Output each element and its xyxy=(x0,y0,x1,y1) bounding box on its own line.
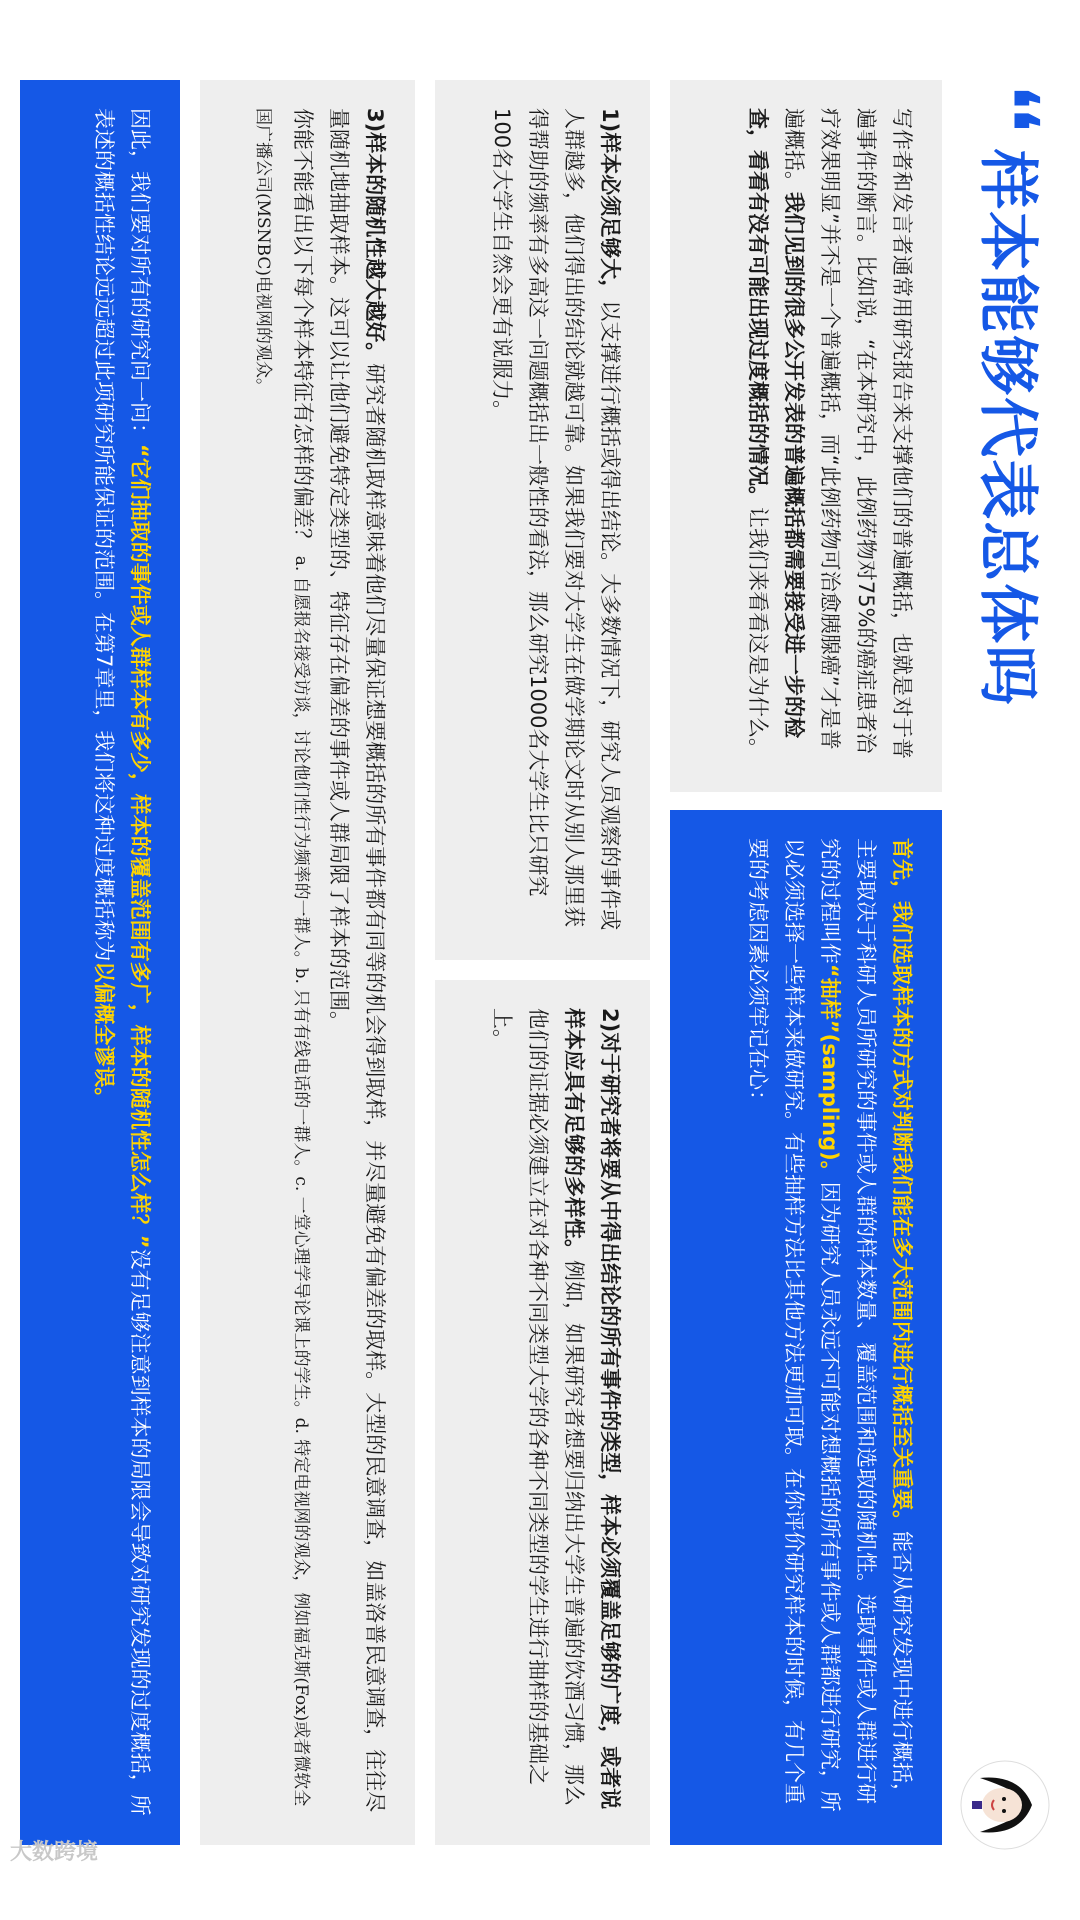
bias-examples: a. 自愿报名接受访谈，讨论他们性行为频率的一群人。b. 只有有线电话的一群人。c. 一堂心理学导论课上的学生。d. 特定电视网的观众，例如福克斯(Fox)或者微软全国广播公司(MSNBC)电视网的观众。 xyxy=(253,108,311,1807)
intro-emphasis: 我们见到的很多公开发表的普遍概括都需要接受进一步的检查，看看有没有可能出现过度概括的情况。 xyxy=(746,108,806,738)
page-title: 样本能够代表总体吗 xyxy=(972,149,1043,708)
quote-icon: ❛❛ xyxy=(971,86,1055,132)
conclusion-intro: 因此，我们要对所有的研究问一问： xyxy=(128,108,152,444)
section-3-heading: 3)样本的随机性越大越好。 xyxy=(363,108,387,364)
section-1-body: 以支撑进行概括或得出结论。大多数情况下，研究人员观察的事件或人群越多，他们得出的结论就越可靠。如果我们要对大学生在做学期论文时从别人那里获得帮助的频率有多高这一问题概括出一般性的看法，那么研究1000名大学生比只研究100名大学生自然会更有说服力。 xyxy=(490,108,622,931)
title-bar xyxy=(965,86,1060,986)
fallacy-term: 以偏概全谬误。 xyxy=(92,961,116,1109)
section-2-panel xyxy=(435,980,650,1845)
conclusion-text xyxy=(86,108,158,1817)
section-2-heading: 2)对于研究者将要从中得出结论的所有事件的类型，样本必须覆盖足够的广度，或者说样本应具有足够的多样性。 xyxy=(562,1008,622,1810)
section-3-body: 研究者随机取样意味着他们尽量保证想要概括的所有事件都有同等的机会得到取样，并尽量避免有偏差的取样。大型的民意调查，如盖洛普民意调查，往往尽量随机地抽取样本。这可以让他们避免特定类型的、特征存在偏差的事件或人群局限了样本的范围。 xyxy=(327,108,387,1813)
sampling-term: “抽样”(sampling)。 xyxy=(818,964,842,1182)
bias-question: 你能不能看出以下每个样本特征有怎样的偏差？ xyxy=(291,108,315,549)
intro-text xyxy=(740,108,920,764)
conclusion-question: “它们抽取的事件或人群样本有多少，样本的覆盖范围有多广，样本的随机性怎么样？” xyxy=(128,444,152,1249)
section-3-panel xyxy=(200,80,415,1845)
section-1-heading: 1)样本必须足够大， xyxy=(598,108,622,301)
section-1-text xyxy=(484,108,628,932)
avatar xyxy=(960,1760,1050,1850)
first-text xyxy=(740,838,920,1817)
intro-sentence-1: 写作者和发言者通常用研究报告来支撑他们的普遍概括，也就是对于普遍事件的断言。比如说，“在本研究中，此例药物对75%的癌症患者治疗效果明显”并不是一个普遍概括，而“此例药物可治愈胰腺癌”才是普遍概括。 xyxy=(782,108,914,759)
first-panel xyxy=(670,810,942,1845)
section-3-text xyxy=(321,108,393,1817)
intro-panel xyxy=(670,80,942,792)
section-3-question xyxy=(245,108,321,1817)
section-2-body: 例如，如果研究者想要归纳出大学生普遍的饮酒习惯，那么他们的证据必须建立在对各种不同类型大学的各种不同类型的学生进行抽样的基础之上。 xyxy=(490,1008,586,1806)
first-heading: 首先，我们选取样本的方式对判断我们能在多大范围内进行概括至关重要。 xyxy=(890,838,914,1531)
first-body: 能否从研究发现中进行概括，主要取决于科研人员所研究的事件或人群的样本数量、覆盖范围和选取的随机性。选取事件或人群进行研究的过程叫作 xyxy=(818,838,914,1804)
section-1-panel xyxy=(435,80,650,960)
conclusion-panel xyxy=(20,80,180,1845)
first-body-2: 因为研究人员永远不可能对想概括的所有事件或人群都进行研究，所以必须选择一些样本来做研究。有些抽样方法比其他方法更加可取。在你评价研究样本的时候，有几个重要的考虑因素必须牢记在心： xyxy=(746,838,842,1812)
watermark: 大数跨境 xyxy=(10,1840,99,1865)
intro-sentence-3: 让我们来看看这是为什么。 xyxy=(746,507,770,759)
section-2-text xyxy=(484,1008,628,1817)
conclusion-body: 没有足够注意到样本的局限会导致对研究发现的过度概括，所表述的概括性结论远远超过此项研究所能保证的范围。在第7章里，我们将这种过度概括称为 xyxy=(92,108,152,1816)
